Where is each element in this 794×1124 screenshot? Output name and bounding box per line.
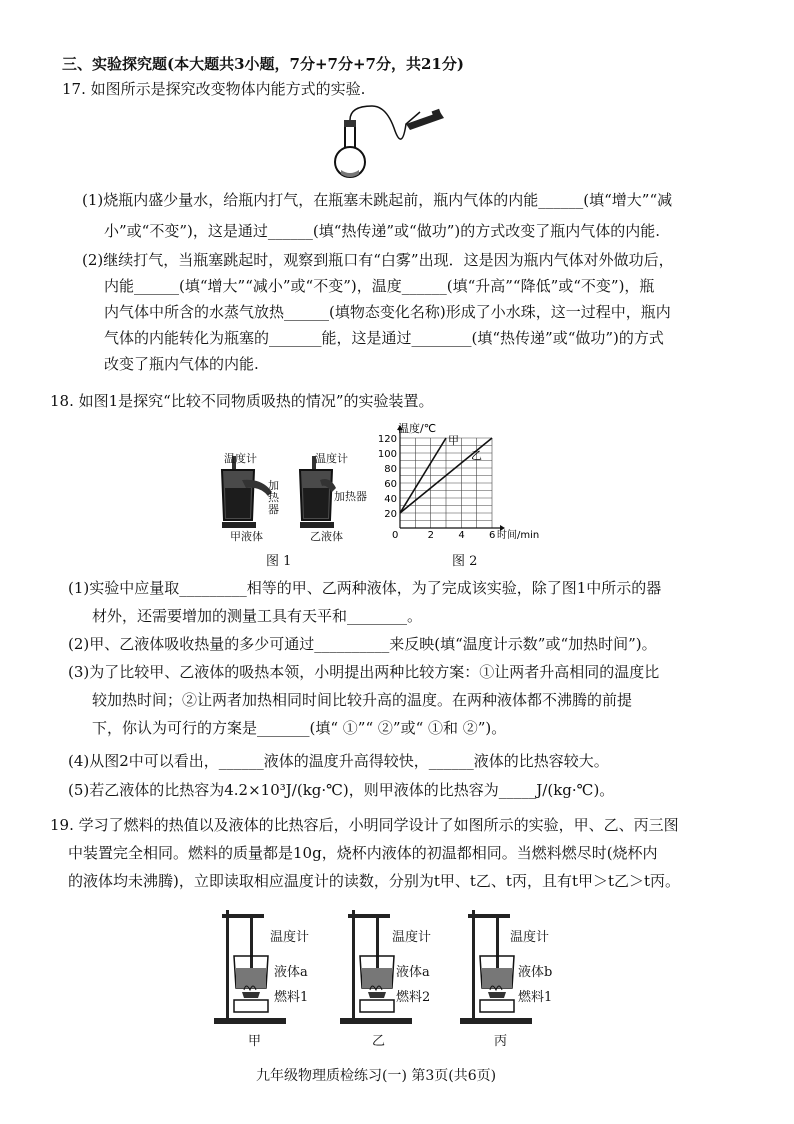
fig2-caption: 图 2 (452, 554, 478, 569)
setup-bing-fuel-label: 燃料1 (518, 990, 553, 1005)
q18-part4: (4)从图2中可以看出，______液体的温度升高得较快，______液体的比热容较大。 (68, 752, 609, 770)
fig1-heater-right-label: 加热器 (334, 490, 367, 503)
q17-part2-line2: 内能______(填“增大”“减小”或“不变”)，温度______(填“升高”“降低”或“不变”)，瓶 (104, 277, 655, 295)
series-label-yi: 乙 (471, 449, 482, 462)
setup-jia-caption: 甲 (248, 1034, 262, 1049)
q17-part2-line5: 改变了瓶内气体的内能. (104, 355, 259, 373)
fig1-thermometer-right-label: 温度计 (315, 452, 348, 465)
x-tick-label: 6 (489, 530, 496, 541)
q17-part1-line1: (1)烧瓶内盛少量水，给瓶内打气，在瓶塞未跳起前，瓶内气体的内能______(填“增大”“减 (82, 191, 673, 209)
fig1-liquid-jia-label: 甲液体 (230, 530, 263, 543)
q18-part1-line1: (1)实验中应量取_________相等的甲、乙两种液体，为了完成该实验，除了图1中所示的器 (68, 579, 662, 597)
q18-part2: (2)甲、乙液体吸收热量的多少可通过__________来反映(填“温度计示数”或“加热时间”)。 (68, 635, 657, 653)
y-tick-label: 40 (384, 494, 397, 505)
chart-origin-label: 0 (392, 530, 399, 541)
q18-figure1 (212, 440, 382, 545)
setup-yi-thermometer-label: 温度计 (392, 930, 432, 945)
setup-yi-caption: 乙 (372, 1034, 386, 1049)
chart-x-axis-label: 时间/min (497, 530, 540, 541)
y-tick-label: 120 (377, 434, 397, 445)
section-title: 三、实验探究题 (62, 55, 168, 73)
q19-line2: 中装置完全相同。燃料的质量都是10g，烧杯内液体的初温都相同。当燃料燃尽时(烧杯内 (68, 844, 658, 862)
q19-line1: 19. 学习了燃料的热值以及液体的比热容后，小明同学设计了如图所示的实验，甲、乙、丙三图 (50, 816, 679, 834)
setup-yi-fuel-label: 燃料2 (396, 990, 431, 1005)
q19-figure (212, 906, 584, 1054)
fig1-heater-left-label: 加热器 (268, 479, 279, 516)
y-tick-label: 80 (384, 464, 397, 475)
y-tick-label: 20 (384, 509, 397, 520)
y-tick-label: 60 (384, 479, 397, 490)
fig1-caption: 图 1 (266, 554, 292, 569)
x-tick-label: 4 (458, 530, 465, 541)
chart-y-axis-label: 温度/℃ (398, 422, 437, 435)
setup-bing-liquid-label: 液体b (518, 965, 553, 980)
q18-part5: (5)若乙液体的比热容为4.2×10³J/(kg·℃)，则甲液体的比热容为_____J/(kg·℃)。 (68, 781, 615, 799)
q18-part3-line2: 较加热时间；②让两者加热相同时间比较升高的温度。在两种液体都不沸腾的前提 (92, 691, 633, 709)
q17-stem: 17. 如图所示是探究改变物体内能方式的实验. (62, 80, 366, 98)
q17-part2-line4: 气体的内能转化为瓶塞的_______能，这是通过________(填“热传递”或“做功”)的方式 (104, 329, 664, 347)
q17-part2-line1: (2)继续打气，当瓶塞跳起时，观察到瓶口有“白雾”出现．这是因为瓶内气体对外做功后， (82, 251, 674, 269)
setup-jia-drawing (212, 906, 332, 1031)
q18-part3-line3: 下，你认为可行的方案是_______(填“ ①”“ ②”或“ ①和 ②”)。 (92, 719, 507, 737)
setup-bing-caption: 丙 (494, 1034, 508, 1049)
q17-flask-figure (320, 104, 450, 184)
x-tick-label: 2 (427, 530, 435, 541)
setup-jia-fuel-label: 燃料1 (274, 990, 309, 1005)
fig1-thermometer-left-label: 温度计 (224, 452, 257, 465)
q17-part1-line2: 小”或“不变”)，这是通过______(填“热传递”或“做功”)的方式改变了瓶内气体的内能. (104, 222, 661, 240)
setup-jia-thermometer-label: 温度计 (270, 930, 310, 945)
y-tick-label: 100 (377, 449, 397, 460)
fig1-liquid-yi-label: 乙液体 (310, 530, 343, 543)
q18-figure2-chart (376, 420, 556, 550)
q18-part3-line1: (3)为了比较甲、乙液体的吸热本领，小明提出两种比较方案：①让两者升高相同的温度比 (68, 663, 660, 681)
q18-part1-line2: 材外，还需要增加的测量工具有天平和________。 (92, 607, 423, 625)
setup-bing-thermometer-label: 温度计 (510, 930, 550, 945)
q19-line3: 的液体均未沸腾)，立即读取相应温度计的读数，分别为t甲、t乙、t丙，且有t甲＞t乙＞t丙。 (68, 872, 681, 890)
section-header (62, 54, 464, 74)
setup-jia-liquid-label: 液体a (274, 965, 308, 980)
series-label-jia: 甲 (448, 434, 459, 447)
page-footer: 九年级物理质检练习(一) 第3页(共6页) (256, 1068, 497, 1084)
section-note: (本大题共3小题，7分+7分+7分，共21分) (167, 55, 464, 73)
setup-yi-liquid-label: 液体a (396, 965, 430, 980)
q17-part2-line3: 内气体中所含的水蒸气放热______(填物态变化名称)形成了小水珠，这一过程中，瓶内 (104, 303, 671, 321)
q18-stem: 18. 如图1是探究“比较不同物质吸热的情况”的实验装置。 (50, 392, 434, 410)
